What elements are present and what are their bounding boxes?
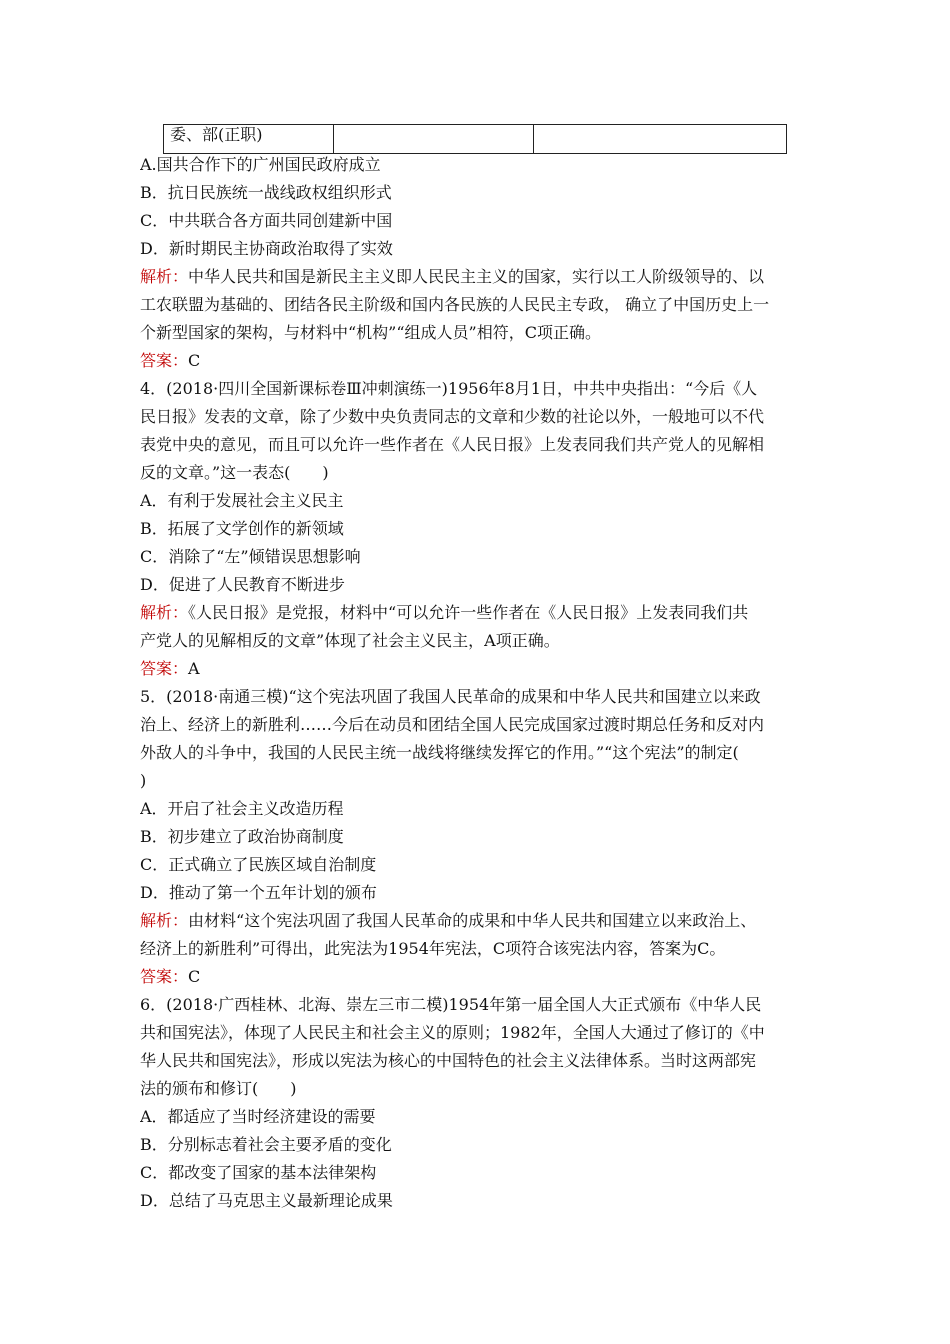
table-cell: 委、部(正职) bbox=[164, 125, 334, 154]
question-stem: 4．(2018·四川全国新课标卷Ⅲ冲刺演练一)1956年8月1日，中共中央指出：“今后《人 bbox=[140, 379, 758, 398]
question-stem: 表党中央的意见，而且可以允许一些作者在《人民日报》上发表同我们共产党人的见解相 bbox=[140, 435, 765, 454]
analysis-label: 解析： bbox=[140, 267, 189, 286]
answer-line bbox=[140, 963, 808, 991]
analysis-label: 解析： bbox=[140, 603, 189, 622]
analysis-text: 由材料“这个宪法巩固了我国人民革命的成果和中华人民共和国建立以来政治上、 bbox=[188, 911, 757, 930]
question-stem: 治上、经济上的新胜利……今后在动员和团结全国人民完成国家过渡时期总任务和反对内 bbox=[140, 715, 765, 734]
analysis-line: 个新型国家的架构，与材料中“机构”“组成人员”相符，C项正确。 bbox=[140, 323, 601, 342]
option-b: B．抗日民族统一战线政权组织形式 bbox=[140, 183, 392, 202]
table-cell bbox=[534, 125, 787, 154]
option-d: D．推动了第一个五年计划的颁布 bbox=[140, 883, 377, 902]
question-stem: 外敌人的斗争中，我国的人民民主统一战线将继续发挥它的作用。”“这个宪法”的制定( bbox=[140, 743, 739, 762]
question-stem: 5．(2018·南通三模)“这个宪法巩固了我国人民革命的成果和中华人民共和国建立以来政 bbox=[140, 687, 761, 706]
option-b: B．初步建立了政治协商制度 bbox=[140, 827, 344, 846]
question-stem: 法的颁布和修订( ) bbox=[140, 1079, 297, 1098]
table-row bbox=[164, 125, 787, 154]
analysis-label: 解析： bbox=[140, 911, 189, 930]
analysis-text: 《人民日报》是党报，材料中“可以允许一些作者在《人民日报》上发表同我们共 bbox=[188, 603, 749, 622]
option-a: A．有利于发展社会主义民主 bbox=[140, 491, 344, 510]
analysis-text: 中华人民共和国是新民主主义即人民民主主义的国家，实行以工人阶级领导的、以 bbox=[188, 267, 765, 286]
question-stem: 反的文章。”这一表态( ) bbox=[140, 463, 329, 482]
option-d: D．新时期民主协商政治取得了实效 bbox=[140, 239, 393, 258]
answer-label: 答案： bbox=[140, 351, 189, 370]
option-a: A．开启了社会主义改造历程 bbox=[140, 799, 344, 818]
answer-line bbox=[140, 655, 808, 683]
option-d: D．促进了人民教育不断进步 bbox=[140, 575, 345, 594]
option-b: B．分别标志着社会主要矛盾的变化 bbox=[140, 1135, 392, 1154]
analysis-line bbox=[140, 263, 808, 291]
analysis-line: 产党人的见解相反的文章”体现了社会主义民主，A项正确。 bbox=[140, 631, 560, 650]
answer-line bbox=[140, 347, 808, 375]
option-c: C．中共联合各方面共同创建新中国 bbox=[140, 211, 393, 230]
position-table bbox=[163, 124, 787, 154]
option-c: C．正式确立了民族区域自治制度 bbox=[140, 855, 377, 874]
answer-value: A bbox=[188, 659, 200, 678]
option-c: C．都改变了国家的基本法律架构 bbox=[140, 1163, 377, 1182]
option-c: C．消除了“左”倾错误思想影响 bbox=[140, 547, 361, 566]
answer-value: C bbox=[188, 351, 201, 370]
analysis-line bbox=[140, 907, 808, 935]
question-stem: 华人民共和国宪法》，形成以宪法为核心的中国特色的社会主义法律体系。当时这两部宪 bbox=[140, 1051, 757, 1070]
document-content bbox=[140, 151, 808, 1215]
table-cell bbox=[334, 125, 534, 154]
question-stem: ) bbox=[140, 771, 147, 790]
option-b: B．拓展了文学创作的新领域 bbox=[140, 519, 344, 538]
option-a: A.国共合作下的广州国民政府成立 bbox=[140, 155, 381, 174]
analysis-line: 经济上的新胜利”可得出，此宪法为1954年宪法，C项符合该宪法内容，答案为C。 bbox=[140, 939, 726, 958]
analysis-line bbox=[140, 599, 808, 627]
analysis-line: 工农联盟为基础的、团结各民主阶级和国内各民族的人民民主专政， 确立了中国历史上一 bbox=[140, 295, 770, 314]
answer-label: 答案： bbox=[140, 659, 189, 678]
question-stem: 共和国宪法》，体现了人民民主和社会主义的原则；1982年，全国人大通过了修订的《中 bbox=[140, 1023, 765, 1042]
option-d: D．总结了马克思主义最新理论成果 bbox=[140, 1191, 393, 1210]
question-stem: 6．(2018·广西桂林、北海、崇左三市二模)1954年第一届全国人大正式颁布《中华人民 bbox=[140, 995, 762, 1014]
answer-label: 答案： bbox=[140, 967, 189, 986]
question-stem: 民日报》发表的文章，除了少数中央负责同志的文章和少数的社论以外，一般地可以不代 bbox=[140, 407, 765, 426]
answer-value: C bbox=[188, 967, 201, 986]
option-a: A．都适应了当时经济建设的需要 bbox=[140, 1107, 376, 1126]
